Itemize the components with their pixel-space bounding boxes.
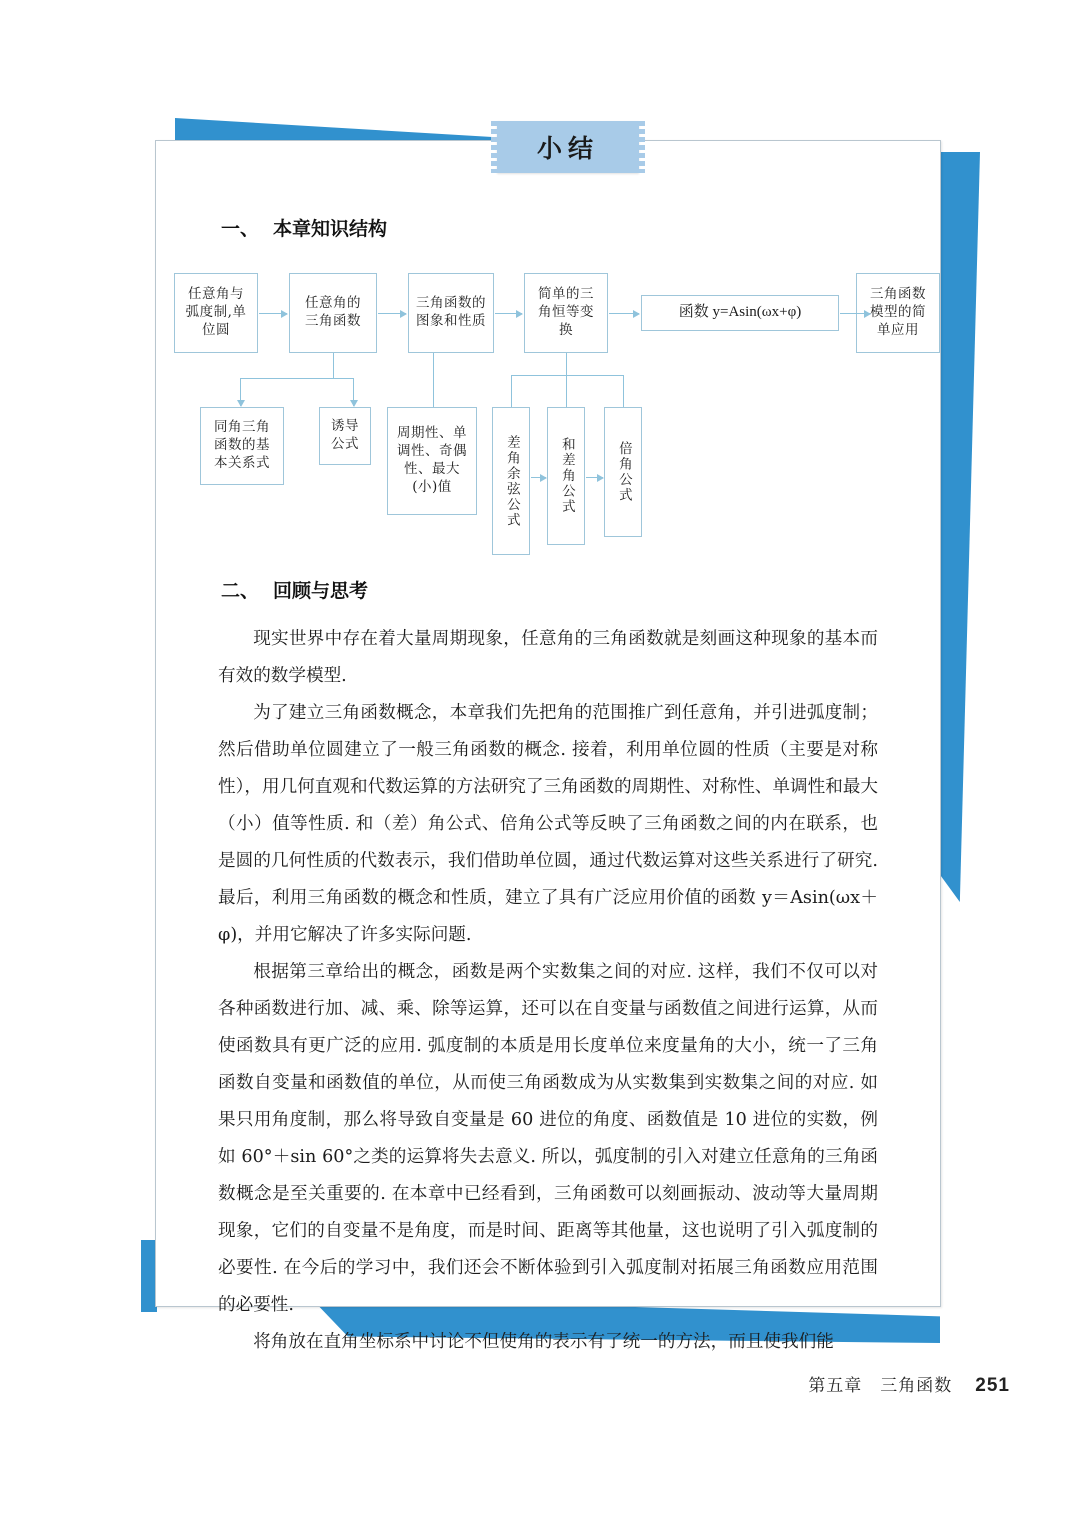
flow-box-double-angle: 倍角公式 — [604, 407, 642, 537]
section-heading-review-reflect — [221, 576, 368, 603]
section-two-number: 二、 — [221, 580, 260, 602]
page-frame — [155, 140, 941, 1352]
flow-box-model-application: 三角函数模型的简单应用 — [856, 273, 940, 353]
flow-arrow-4 — [609, 313, 639, 314]
flow-arrow-2 — [378, 313, 406, 314]
flow-branch-down-c1 — [511, 375, 512, 407]
knowledge-structure-flowchart — [156, 253, 940, 553]
footer-page-number: 251 — [975, 1375, 1010, 1396]
flow-box-function-formula: 函数 y=Asin(ωx+φ) — [641, 295, 839, 331]
flow-box-basic-relations: 同角三角函数的基本关系式 — [200, 407, 284, 485]
flow-box-difference-cosine: 差角余弦公式 — [492, 407, 530, 555]
flow-branch-bar-a — [240, 378, 354, 379]
flow-branch-down-c3 — [623, 375, 624, 407]
flow-box-induction-formula: 诱导公式 — [319, 407, 371, 465]
section-heading-knowledge-structure — [221, 214, 387, 241]
flow-box-trig-of-any-angle: 任意角的三角函数 — [289, 273, 377, 353]
section-one-label: 本章知识结构 — [273, 218, 388, 240]
body-text — [218, 621, 878, 1361]
flow-branch-down-c2 — [566, 375, 567, 407]
flow-arrow-3 — [495, 313, 522, 314]
flow-arrow-7 — [586, 477, 603, 478]
body-paragraph-1: 现实世界中存在着大量周期现象，任意角的三角函数就是刻画这种现象的基本而有效的数学模型. — [218, 629, 878, 686]
flow-box-simple-identity: 简单的三角恒等变换 — [524, 273, 608, 353]
flow-branch-stem-a — [333, 353, 334, 378]
body-paragraph-4: 将角放在直角坐标系中讨论不但使角的表示有了统一的方法，而且使我们能 — [253, 1332, 834, 1352]
flow-arrow-6 — [531, 477, 546, 478]
banner-title: 小结 — [536, 134, 599, 163]
body-paragraph-2: 为了建立三角函数概念，本章我们先把角的范围推广到任意角，并引进弧度制；然后借助单位圆建立了一般三角函数的概念. 接着，利用单位圆的性质（主要是对称性），用几何直观和代数运算的方法研究了三角函数的周期性、对称性、单调性和最大（小）值等性质. 和（差）角公式、倍角公式等反映了三角函数之间的内在联系，也是圆的几何性质的代数表示，我们借助单位圆，通过代数运算对这些关系进行了研究. 最后，利用三角函数的概念和性质，建立了具有广泛应用价值的函数 y＝Asin(ωx＋φ)，并用它解决了许多实际问题. — [218, 703, 878, 945]
flow-box-graph-properties: 三角函数的图象和性质 — [408, 273, 494, 353]
flow-branch-stem-b — [433, 353, 434, 407]
flow-arrow-1 — [259, 313, 287, 314]
body-paragraph-3: 根据第三章给出的概念，函数是两个实数集之间的对应. 这样，我们不仅可以对各种函数进行加、减、乘、除等运算，还可以在自变量与函数值之间进行运算，从而使函数具有更广泛的应用. 弧度制的本质是用长度单位来度量角的大小，统一了三角函数自变量和函数值的单位，从而使三角函数成为从实数集到实数集之间的对应. 如果只用角度制，那么将导致自变量是 60 进位的角度、函数值是 10 进位的实数，例如 60°＋sin 60°之类的运算将失去意义. 所以，弧度制的引入对建立任意角的三角函数概念是至关重要的. 在本章中已经看到，三角函数可以刻画振动、波动等大量周期现象，它们的自变量不是角度，而是时间、距离等其他量，这也说明了引入弧度制的必要性. 在今后的学习中，我们还会不断体验到引入弧度制对拓展三角函数应用范围的必要性. — [218, 962, 878, 1315]
section-one-number: 一、 — [221, 218, 260, 240]
decor-wedge-right — [938, 152, 980, 902]
section-two-label: 回顾与思考 — [273, 580, 369, 602]
flow-branch-down-a2 — [353, 378, 354, 406]
flow-box-periodicity: 周期性、单调性、奇偶性、最大(小)值 — [387, 407, 477, 515]
flow-branch-down-a1 — [240, 378, 241, 406]
page-footer — [0, 1371, 1010, 1397]
flow-box-any-angle-radian: 任意角与弧度制,单位圆 — [174, 273, 258, 353]
footer-chapter-label: 第五章 三角函数 — [808, 1376, 953, 1396]
flow-box-sum-difference: 和差角公式 — [547, 407, 585, 545]
flow-branch-bar-c — [511, 375, 624, 376]
flow-branch-stem-c — [566, 353, 567, 375]
flow-arrow-5 — [840, 313, 870, 314]
chapter-summary-banner — [497, 121, 639, 173]
